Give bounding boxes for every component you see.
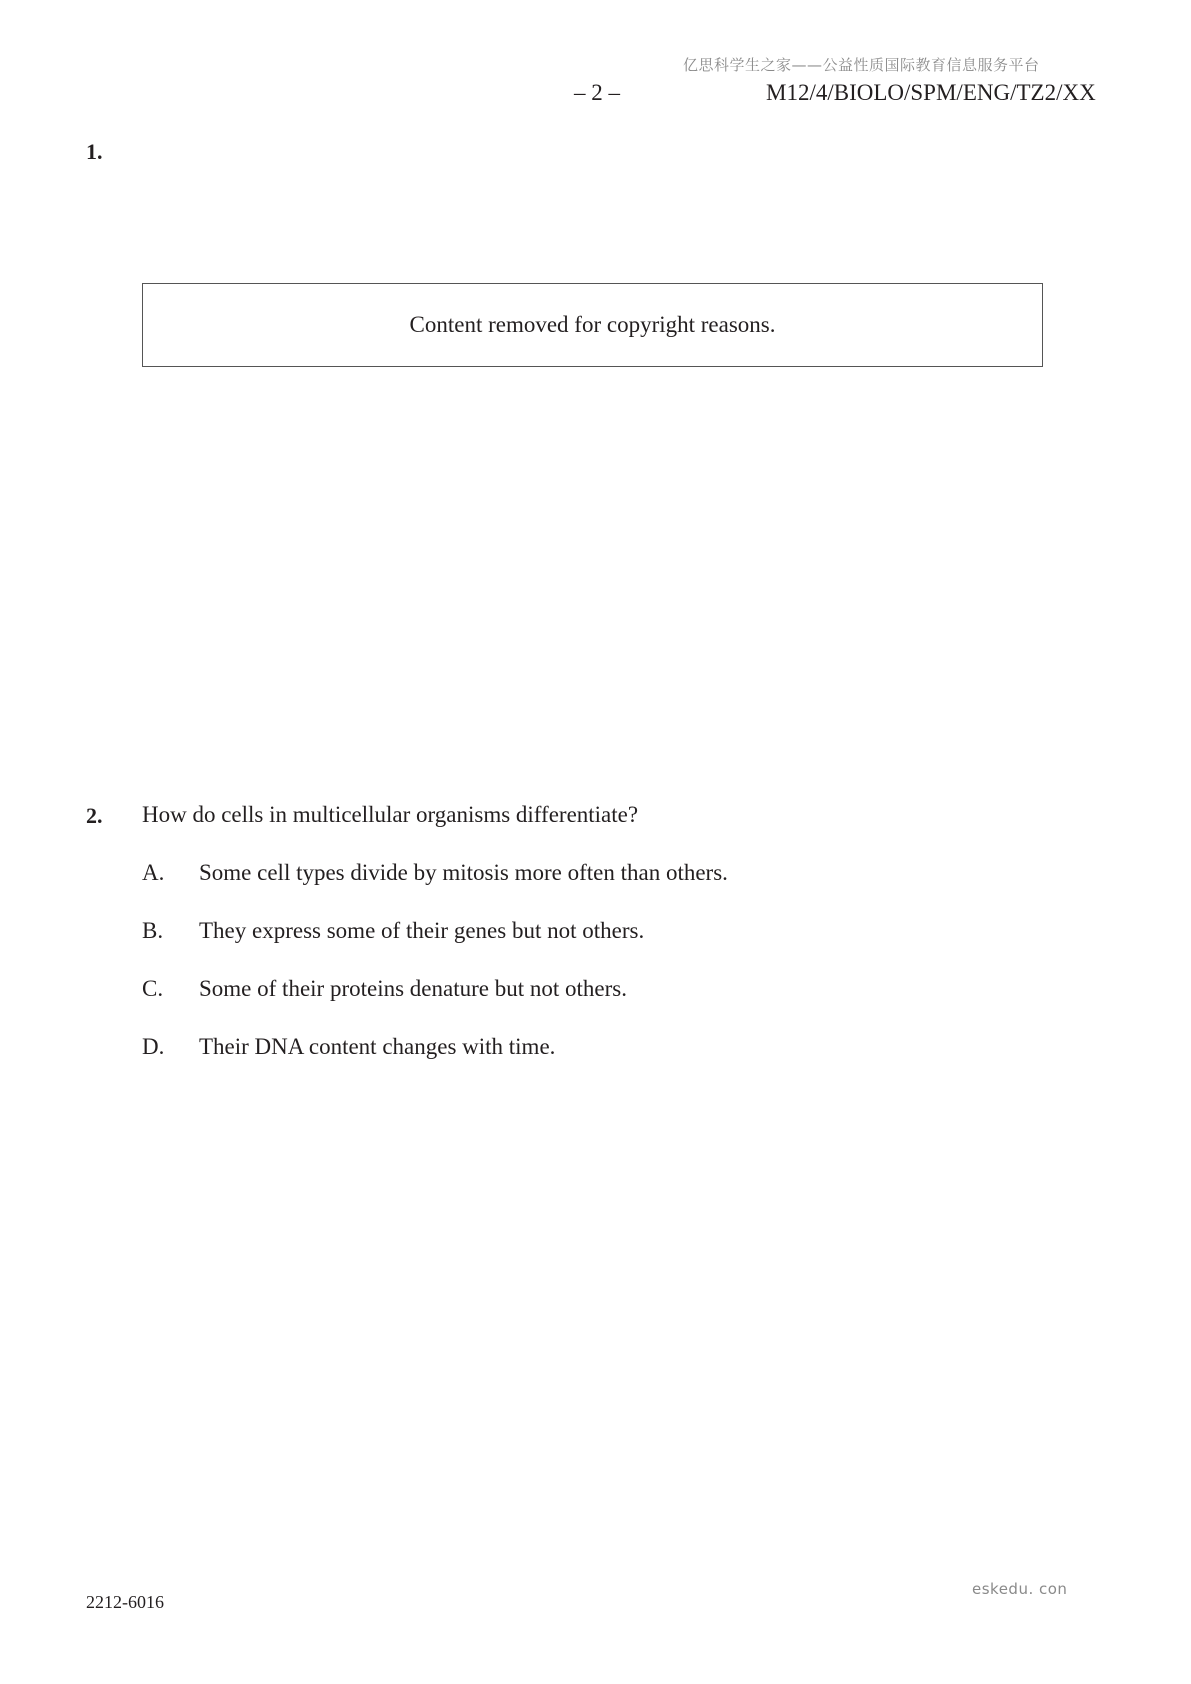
- option-d-letter: D.: [142, 1034, 165, 1059]
- option-d-text: Their DNA content changes with time.: [199, 1034, 556, 1059]
- option-b: [142, 918, 644, 944]
- paper-code: M12/4/BIOLO/SPM/ENG/TZ2/XX: [766, 80, 1096, 105]
- watermark-top: 亿思科学生之家——公益性质国际教育信息服务平台: [683, 56, 1040, 74]
- option-b-letter: B.: [142, 918, 164, 943]
- copyright-notice: Content removed for copyright reasons.: [409, 312, 776, 337]
- option-a: [142, 860, 728, 886]
- watermark-bottom: eskedu. con: [972, 1580, 1068, 1598]
- copyright-removed-box: [142, 283, 1043, 367]
- option-b-text: They express some of their genes but not others.: [199, 918, 645, 943]
- option-c-text: Some of their proteins denature but not others.: [199, 976, 627, 1001]
- option-a-letter: A.: [142, 860, 165, 885]
- question-2-number: 2.: [86, 803, 103, 828]
- option-a-text: Some cell types divide by mitosis more often than others.: [199, 860, 728, 885]
- footer-code: 2212-6016: [86, 1592, 164, 1612]
- option-c: [142, 976, 627, 1002]
- page-number: – 2 –: [574, 80, 620, 105]
- option-d: [142, 1034, 555, 1060]
- question-2-text: How do cells in multicellular organisms differentiate?: [142, 802, 639, 827]
- option-c-letter: C.: [142, 976, 164, 1001]
- question-1-number: 1.: [86, 139, 103, 164]
